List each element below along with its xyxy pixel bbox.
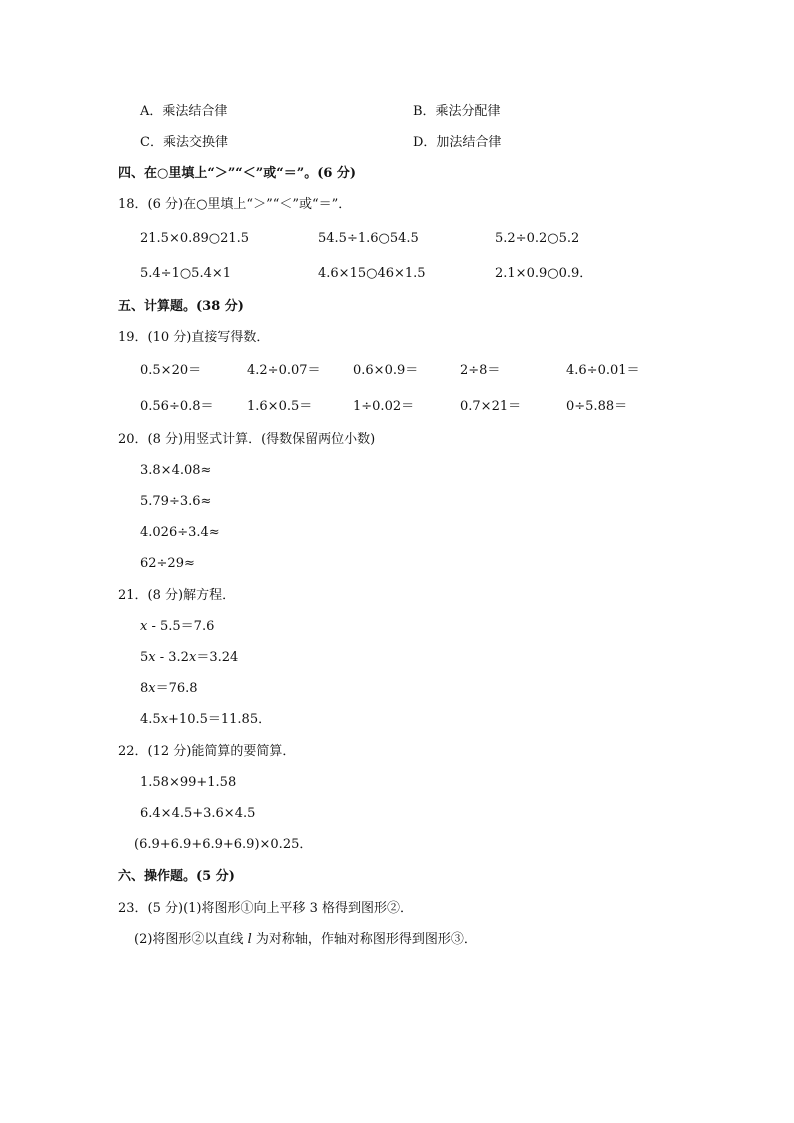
q17-option-a: A．乘法结合律	[140, 104, 228, 119]
q20-stem: 20．(8 分)用竖式计算．(得数保留两位小数)	[118, 432, 376, 447]
q18-row2-item3: 2.1×0.9○0.9．	[495, 266, 593, 281]
q21-equation2: 5x - 3.2x＝3.24	[140, 650, 239, 665]
q19-row1-item5: 4.6÷0.01＝	[566, 363, 640, 378]
q19-row1-item4: 2÷8＝	[460, 363, 501, 378]
q22-item3: (6.9+6.9+6.9+6.9)×0.25．	[134, 837, 313, 852]
q22-stem: 22．(12 分)能简算的要简算．	[118, 744, 296, 759]
q19-row1-item1: 0.5×20＝	[140, 363, 202, 378]
q22-item1: 1.58×99+1.58	[140, 775, 237, 790]
section4-heading: 四、在○里填上“＞”“＜”或“＝”。(6 分)	[118, 166, 357, 181]
q20-item3: 4.026÷3.4≈	[140, 525, 220, 540]
q23-line1: 23．(5 分)(1)将图形①向上平移 3 格得到图形②．	[118, 901, 414, 916]
q20-item2: 5.79÷3.6≈	[140, 494, 212, 509]
q19-row2-item2: 1.6×0.5＝	[247, 399, 313, 414]
q18-row1-item3: 5.2÷0.2○5.2	[495, 231, 580, 246]
q19-stem: 19．(10 分)直接写得数．	[118, 330, 270, 345]
q22-item2: 6.4×4.5+3.6×4.5	[140, 806, 256, 821]
q18-stem: 18．(6 分)在○里填上“＞”“＜”或“＝”．	[118, 197, 352, 212]
q18-row2-item2: 4.6×15○46×1.5	[318, 266, 426, 281]
q17-option-c: C．乘法交换律	[140, 135, 228, 150]
section5-heading: 五、计算题。(38 分)	[118, 299, 244, 314]
q18-row1-item2: 54.5÷1.6○54.5	[318, 231, 419, 246]
q18-row1-item1: 21.5×0.89○21.5	[140, 231, 250, 246]
q19-row2-item3: 1÷0.02＝	[353, 399, 415, 414]
section6-heading: 六、操作题。(5 分)	[118, 869, 235, 884]
q19-row2-item1: 0.56÷0.8＝	[140, 399, 214, 414]
q21-stem: 21．(8 分)解方程．	[118, 588, 236, 603]
q17-option-d: D．加法结合律	[413, 135, 502, 150]
q20-item1: 3.8×4.08≈	[140, 463, 212, 478]
q19-row1-item2: 4.2÷0.07＝	[247, 363, 321, 378]
q21-equation4: 4.5x+10.5＝11.85．	[140, 712, 272, 727]
q19-row2-item4: 0.7×21＝	[460, 399, 522, 414]
q21-equation1: x - 5.5＝7.6	[140, 619, 215, 634]
q17-option-b: B．乘法分配律	[413, 104, 501, 119]
q21-equation3: 8x＝76.8	[140, 681, 198, 696]
q23-line2: (2)将图形②以直线 l 为对称轴，作轴对称图形得到图形③．	[134, 932, 477, 947]
q19-row2-item5: 0÷5.88＝	[566, 399, 628, 414]
q20-item4: 62÷29≈	[140, 556, 195, 571]
q19-row1-item3: 0.6×0.9＝	[353, 363, 419, 378]
q18-row2-item1: 5.4÷1○5.4×1	[140, 266, 232, 281]
